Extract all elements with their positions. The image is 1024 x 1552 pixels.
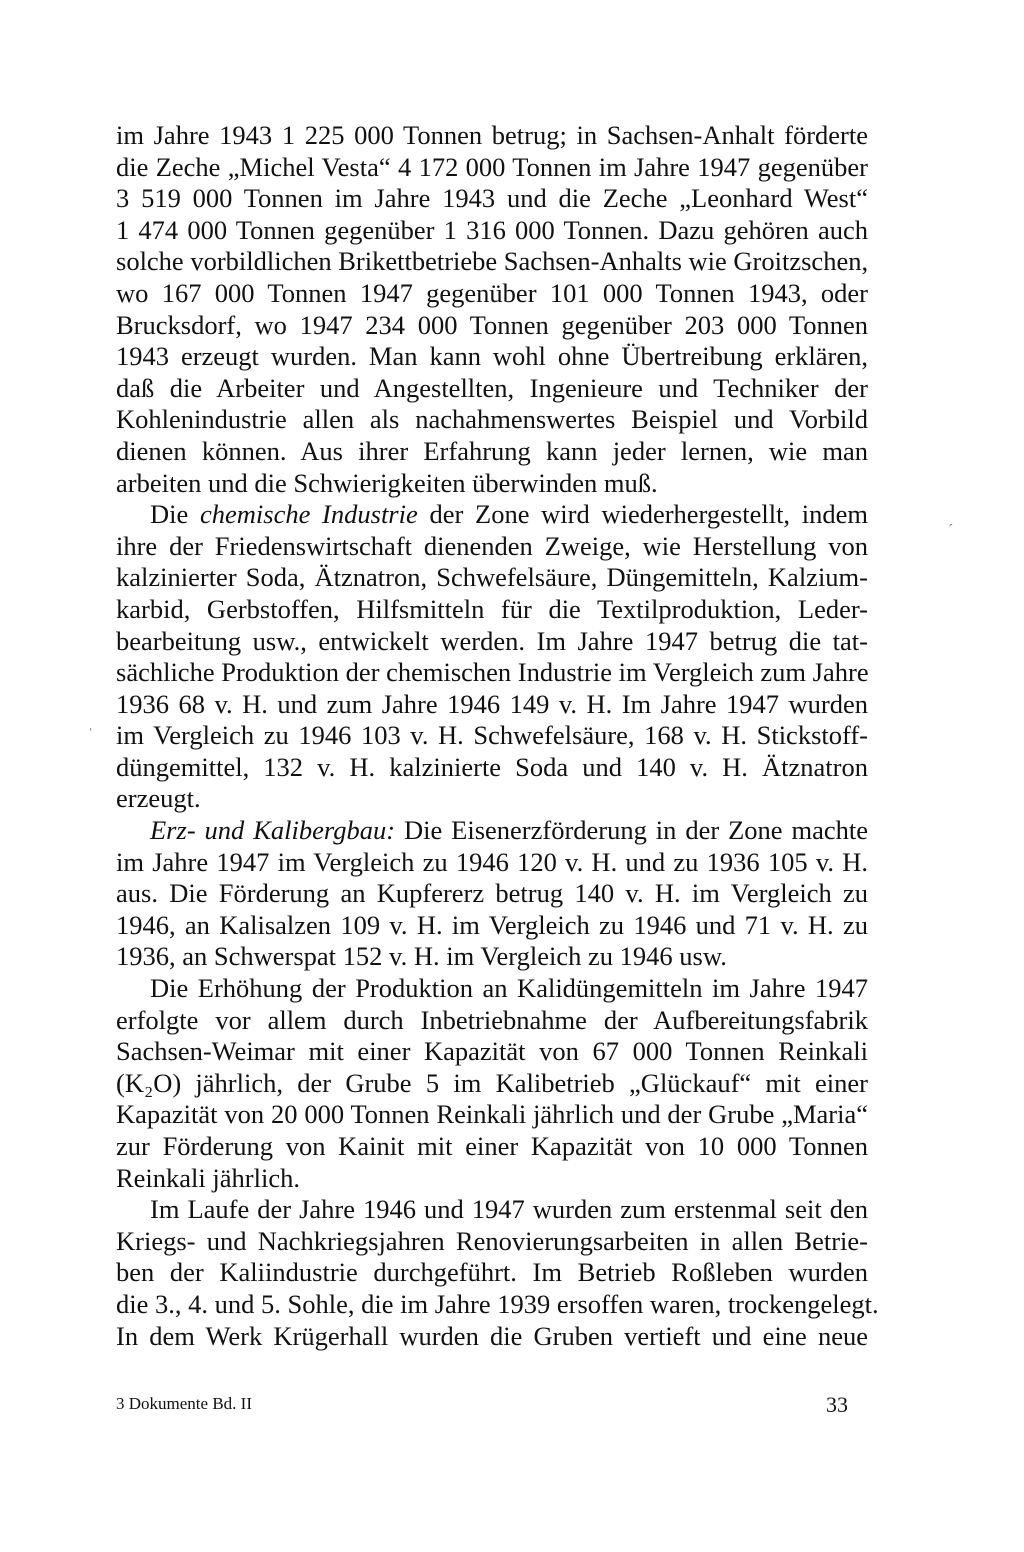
text-line: im Vergleich zu 1946 103 v. H. Schwefelsäure, 168 v. H. Stickstoff-	[116, 720, 868, 751]
section-heading-italic: chemische Industrie	[199, 499, 418, 530]
text-line: sächliche Produktion der chemischen Industrie im Vergleich zum Jahre	[116, 657, 869, 688]
text-line: 1936 68 v. H. und zum Jahre 1946 149 v. H. Im Jahre 1947 wurden	[116, 688, 868, 719]
text-line: 1943 erzeugt wurden. Man kann wohl ohne Übertreibung erklären,	[116, 341, 868, 372]
text-line: ben der Kaliindustrie durchgeführt. Im Betrieb Roßleben wurden	[116, 1257, 868, 1288]
page-number: 33	[826, 1392, 848, 1417]
text-line: im Jahre 1947 im Vergleich zu 1946 120 v. H. und zu 1936 105 v. H.	[116, 846, 868, 877]
lead-suffix: Die Eisenerzförderung in der Zone machte	[395, 815, 868, 846]
signature-mark: 3 Dokumente Bd. II	[116, 1394, 252, 1413]
text-line: dienen können. Aus ihrer Erfahrung kann jeder lernen, wie man	[116, 435, 868, 466]
text-line: düngemittel, 132 v. H. kalzinierte Soda und 140 v. H. Ätznatron	[116, 751, 868, 782]
text-line: arbeiten und die Schwierigkeiten überwinden muß.	[116, 467, 658, 498]
text-line: erzeugt.	[116, 783, 201, 814]
text-line: die 3., 4. und 5. Sohle, die im Jahre 1939 ersoffen waren, trockengelegt.	[116, 1288, 879, 1319]
text-line: Brucksdorf, wo 1947 234 000 Tonnen gegenüber 203 000 Tonnen	[116, 309, 868, 340]
lead-prefix: Die	[150, 499, 200, 530]
page-footer	[116, 1394, 868, 1418]
text-line: Kapazität von 20 000 Tonnen Reinkali jährlich und der Grube „Maria“	[116, 1099, 868, 1130]
text-line: aus. Die Förderung an Kupfererz betrug 140 v. H. im Vergleich zu	[116, 878, 868, 909]
text-line: die Zeche „Michel Vesta“ 4 172 000 Tonnen im Jahre 1947 gegenüber	[116, 151, 868, 182]
text-line: 1936, an Schwerspat 152 v. H. im Vergleich zu 1946 usw.	[116, 941, 727, 972]
paragraph-potash-fertilizer	[116, 973, 868, 1194]
text-line: kalzinierter Soda, Ätznatron, Schwefelsäure, Düngemitteln, Kalzium-	[116, 562, 868, 593]
paragraph-coal-continued	[116, 120, 868, 499]
paragraph-lead-line: Im Laufe der Jahre 1946 und 1947 wurden zum erstenmal seit den	[150, 1194, 868, 1225]
lead-suffix: der Zone wird wiederhergestellt, indem	[417, 499, 869, 530]
text-line: zur Förderung von Kainit mit einer Kapazität von 10 000 Tonnen	[116, 1131, 868, 1161]
paragraph-chemical-industry	[116, 499, 868, 815]
text-line: Kriegs- und Nachkriegsjahren Renovierungsarbeiten in allen Betrie-	[116, 1225, 868, 1256]
text-line: karbid, Gerbstoffen, Hilfsmitteln für die Textilproduktion, Leder-	[116, 593, 868, 624]
text-line: Sachsen-Weimar mit einer Kapazität von 67 000 Tonnen Reinkali	[116, 1036, 868, 1067]
text-line: (K₂O) jährlich, der Grube 5 im Kalibetrieb „Glückauf“ mit einer	[116, 1067, 868, 1098]
text-line: In dem Werk Krügerhall wurden die Gruben vertieft und eine neue	[116, 1320, 868, 1351]
text-line: bearbeitung usw., entwickelt werden. Im Jahre 1947 betrug die tat-	[116, 625, 868, 656]
paragraph-ore-potash-mining	[116, 815, 868, 973]
stray-mark: ˈ	[88, 726, 94, 743]
text-line: 1 474 000 Tonnen gegenüber 1 316 000 Tonnen. Dazu gehören auch	[116, 214, 868, 245]
page-body	[116, 120, 879, 1352]
text-line: wo 167 000 Tonnen 1947 gegenüber 101 000 Tonnen 1943, oder	[116, 277, 868, 308]
section-heading-italic: Erz- und Kalibergbau:	[150, 815, 396, 846]
text-line: im Jahre 1943 1 225 000 Tonnen betrug; in Sachsen-Anhalt förderte	[116, 120, 868, 150]
paragraph-lead-line	[116, 499, 868, 531]
stray-mark: ˊ	[948, 522, 954, 539]
text-line: Reinkali jährlich.	[116, 1162, 300, 1193]
text-line: erfolgte vor allem durch Inbetriebnahme der Aufbereitungsfabrik	[116, 1004, 868, 1035]
text-line: ihre der Friedenswirtschaft dienenden Zweige, wie Herstellung von	[116, 530, 868, 561]
text-line: 1946, an Kalisalzen 109 v. H. im Vergleich zu 1946 und 71 v. H. zu	[116, 909, 868, 940]
paragraph-lead-line	[116, 815, 868, 847]
paragraph-lead-line: Die Erhöhung der Produktion an Kalidüngemitteln im Jahre 1947	[150, 973, 868, 1004]
text-line: daß die Arbeiter und Angestellten, Ingenieure und Techniker der	[116, 372, 868, 403]
text-line: solche vorbildlichen Brikettbetriebe Sachsen-Anhalts wie Groitzschen,	[116, 246, 869, 277]
paragraph-renovation	[116, 1194, 879, 1352]
text-line: Kohlenindustrie allen als nachahmenswertes Beispiel und Vorbild	[116, 404, 868, 435]
text-line: 3 519 000 Tonnen im Jahre 1943 und die Zeche „Leonhard West“	[116, 183, 868, 214]
